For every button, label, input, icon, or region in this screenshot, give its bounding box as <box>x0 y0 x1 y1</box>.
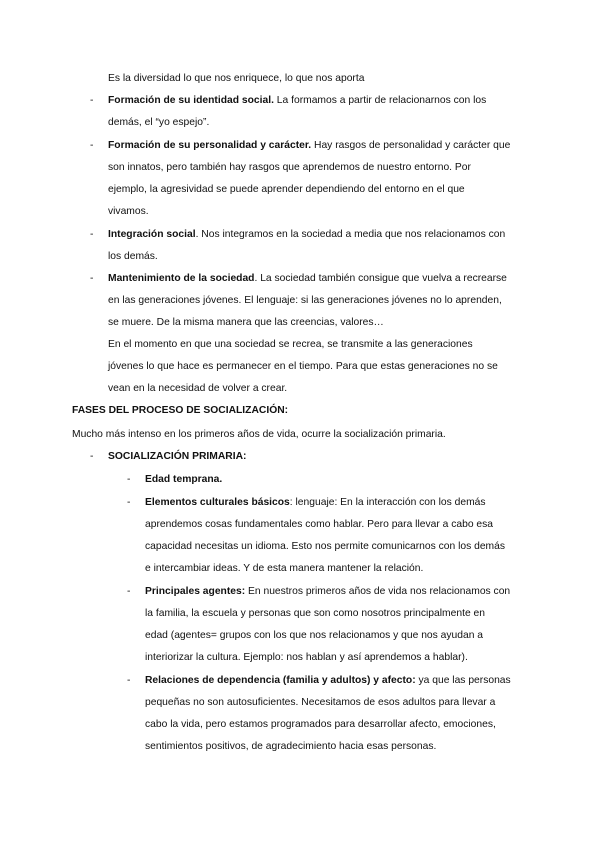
sub-dash: - <box>127 675 131 686</box>
sub-item-text: pequeñas no son autosuficientes. Necesitamos de esos adultos para llevar a <box>145 697 496 708</box>
sub-dash: - <box>127 586 131 597</box>
bullet-text: jóvenes lo que hace es permanecer en el tiempo. Para que estas generaciones no se <box>108 361 498 372</box>
bullet-title: Mantenimiento de la sociedad <box>108 273 255 284</box>
sub-item-title: Relaciones de dependencia (familia y adultos) y afecto: <box>145 675 416 686</box>
sub-item-text: sentimientos positivos, de agradecimiento hacia esas personas. <box>145 741 437 752</box>
bullet-text: vean en la necesidad de volver a crear. <box>108 383 288 394</box>
bullet-dash: - <box>90 95 94 106</box>
bullet-title: Integración social <box>108 229 196 240</box>
bullet-text: son innatos, pero también hay rasgos que aprendemos de nuestro entorno. Por <box>108 162 471 173</box>
bullet-personalidad <box>108 139 510 153</box>
sub-item-text: ya que las personas <box>415 675 511 686</box>
sub-item-text: la familia, la escuela y personas que son como nosotros principalmente en <box>145 608 485 619</box>
bullet-text: demás, el “yo espejo”. <box>108 117 210 128</box>
sub-dash: - <box>127 497 131 508</box>
bullet-mantenimiento <box>108 272 507 286</box>
sub-item-text: En nuestros primeros años de vida nos relacionamos con <box>245 586 511 597</box>
sub-item-text: aprendemos cosas fundamentales como hablar. Pero para llevar a cabo esa <box>145 519 494 530</box>
sub-item-elementos <box>145 496 486 510</box>
sub-item-text: interiorizar la cultura. Ejemplo: nos hablan y así aprendemos a hablar). <box>145 652 468 663</box>
sub-item-text: cabo la vida, pero estamos programados para desarrollar afecto, emociones, <box>145 719 496 730</box>
sub-item-relaciones <box>145 674 511 688</box>
bullet-text: La formamos a partir de relacionarnos con los <box>273 95 487 106</box>
section-intro: Mucho más intenso en los primeros años de vida, ocurre la socialización primaria. <box>72 429 446 440</box>
bullet-title: Formación de su identidad social. <box>108 95 274 106</box>
sub-item-text: : lenguaje: En la interacción con los demás <box>289 497 486 508</box>
bullet-text: Hay rasgos de personalidad y carácter que <box>311 140 511 151</box>
section-heading: FASES DEL PROCESO DE SOCIALIZACIÓN: <box>72 405 289 416</box>
sub-item-text: e intercambiar ideas. Y de esta manera mantener la relación. <box>145 563 424 574</box>
bullet-text: se muere. De la misma manera que las creencias, valores… <box>108 317 384 328</box>
sub-item-text: capacidad necesitas un idioma. Esto nos permite comunicarnos con los demás <box>145 541 506 552</box>
bullet-text: . Nos integramos en la sociedad a media que nos relacionamos con <box>195 229 506 240</box>
bullet-text: ejemplo, la agresividad se puede aprender dependiendo del entorno en el que <box>108 184 465 195</box>
sub-item-agentes <box>145 585 510 599</box>
bullet-dash: - <box>90 273 94 284</box>
primary-heading: SOCIALIZACIÓN PRIMARIA: <box>108 451 247 462</box>
sub-item-title: Elementos culturales básicos <box>145 497 290 508</box>
bullet-identidad-social <box>108 94 486 108</box>
bullet-dash: - <box>90 229 94 240</box>
sub-dash: - <box>127 474 131 485</box>
intro-line: Es la diversidad lo que nos enriquece, lo que nos aporta <box>108 73 365 84</box>
bullet-text: . La sociedad también consigue que vuelva a recrearse <box>254 273 507 284</box>
bullet-dash: - <box>90 140 94 151</box>
bullet-text: los demás. <box>108 251 158 262</box>
bullet-title: Formación de su personalidad y carácter. <box>108 140 312 151</box>
sub-item-text: edad (agentes= grupos con los que nos relacionamos y que nos ayudan a <box>145 630 484 641</box>
bullet-integracion <box>108 228 505 242</box>
sub-item-title: Principales agentes: <box>145 586 246 597</box>
sub-item-edad: Edad temprana. <box>145 474 223 485</box>
heading-dash: - <box>90 451 94 462</box>
bullet-text: vivamos. <box>108 206 149 217</box>
bullet-text: En el momento en que una sociedad se recrea, se transmite a las generaciones <box>108 339 473 350</box>
bullet-text: en las generaciones jóvenes. El lenguaje: si las generaciones jóvenes no lo aprenden, <box>108 295 502 306</box>
